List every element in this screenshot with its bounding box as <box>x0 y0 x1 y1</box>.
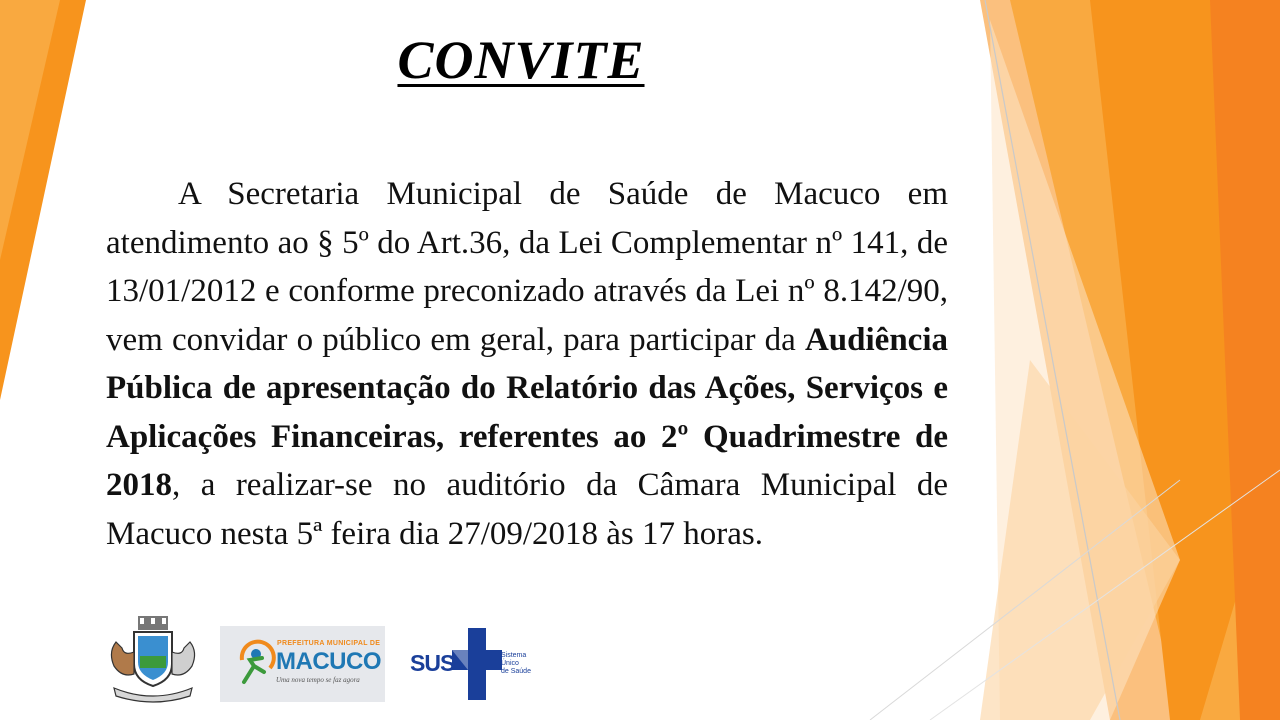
prefeitura-small-text: PREFEITURA MUNICIPAL DE <box>277 640 381 647</box>
sus-tagline-line-2: Único <box>501 660 519 667</box>
prefeitura-name: MACUCO <box>276 648 381 675</box>
sus-logo <box>408 622 531 706</box>
right-supporter <box>172 642 195 675</box>
sus-wordmark: SUS <box>410 650 455 676</box>
sus-tagline-line-1: Sistema <box>501 652 527 659</box>
prefeitura-slogan: Uma nova tempo se faz agora <box>276 676 360 684</box>
paragraph-text-bold: Audiência Pública de apresentação do Relatório das Ações, Serviços e Aplicações Financeiras, referentes ao 2º Quadrimestre de 2018 <box>106 321 948 503</box>
left-supporter <box>111 642 134 675</box>
sus-tagline-line-3: de Saúde <box>501 668 531 675</box>
paragraph-text-intro: A Secretaria Municipal de Saúde de Macuco em atendimento ao § 5º do Art.36, da Lei Complementar nº 141, de 13/01/2012 e conforme preconizado através da Lei nº 8.142/90, vem convidar o público em geral, para participar da <box>106 176 948 358</box>
shield-green <box>140 656 166 668</box>
paragraph-text-closing: , a realizar-se no auditório da Câmara Municipal de Macuco nesta 5ª feira dia 27/09/2018 às 17 horas. <box>106 467 948 552</box>
coat-of-arms-icon <box>104 612 202 704</box>
page-title: CONVITE <box>397 30 645 90</box>
ribbon <box>114 688 192 702</box>
runner-icon <box>220 626 280 702</box>
invitation-paragraph <box>106 170 948 558</box>
sus-tagline <box>501 652 531 676</box>
prefeitura-macuco-logo <box>220 626 385 702</box>
